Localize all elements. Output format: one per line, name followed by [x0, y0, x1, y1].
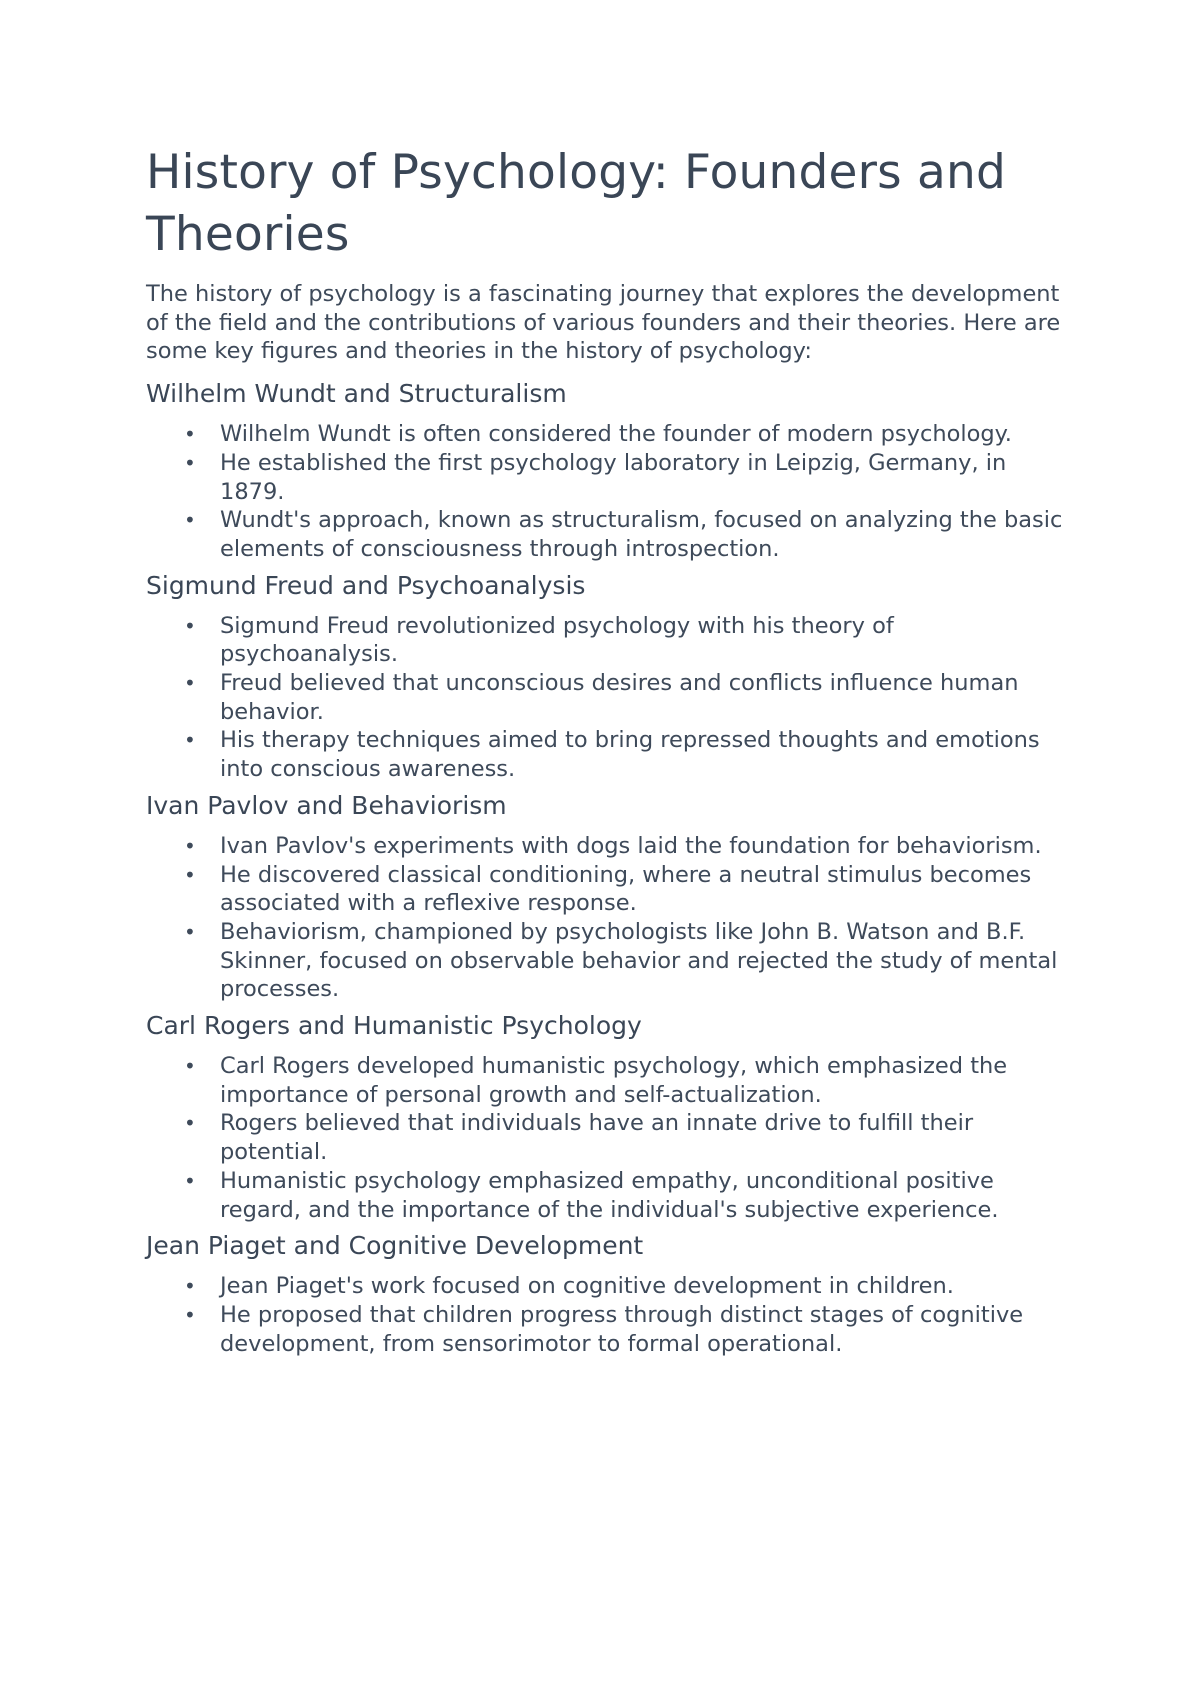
list-item	[146, 669, 1076, 726]
section-heading: Carl Rogers and Humanistic Psychology	[146, 1011, 642, 1041]
section-block	[146, 378, 1076, 564]
list-item	[146, 861, 1076, 918]
list-item-text: Humanistic psychology emphasized empathy, unconditional positive regard, and the importance of the individual's subjective experience.	[220, 1167, 999, 1223]
list-item-text: Behaviorism, championed by psychologists like John B. Watson and B.F. Skinner, focused on observable behavior and rejected the study of mental processes.	[220, 918, 1058, 1003]
list-item-text: He discovered classical conditioning, where a neutral stimulus becomes associated with a reflexive response.	[220, 861, 1032, 917]
sections-container	[146, 378, 1076, 1358]
section-block	[146, 1010, 1076, 1224]
bullet-icon: •	[184, 671, 196, 696]
list-item	[146, 612, 1076, 669]
bullet-icon: •	[184, 450, 196, 475]
list-item	[146, 918, 1076, 1004]
list-item-text: Wundt's approach, known as structuralism, focused on analyzing the basic elements of consciousness through introspection.	[220, 507, 1063, 562]
list-item	[146, 1167, 1076, 1224]
bullet-icon: •	[184, 1054, 196, 1079]
list-item-text: Wilhelm Wundt is often considered the founder of modern psychology.	[220, 421, 1012, 448]
bullet-icon: •	[184, 508, 196, 533]
bullet-icon: •	[184, 613, 196, 638]
list-item	[146, 832, 1076, 861]
list-item-text: Ivan Pavlov's experiments with dogs laid the foundation for behaviorism.	[220, 832, 1042, 859]
list-item	[146, 1109, 1076, 1166]
bullet-icon: •	[184, 1111, 196, 1136]
bullet-icon: •	[184, 919, 196, 944]
bullet-icon: •	[184, 1274, 196, 1299]
page-title: History of Psychology: Founders and Theories	[146, 145, 1007, 262]
bullet-icon: •	[184, 1168, 196, 1193]
section-block	[146, 1230, 1076, 1358]
section-heading: Ivan Pavlov and Behaviorism	[146, 790, 507, 820]
list-item-text: He proposed that children progress through distinct stages of cognitive development, from sensorimotor to formal operational.	[220, 1301, 1024, 1357]
intro-paragraph: The history of psychology is a fascinating journey that explores the development of the field and the contributions of various founders and their theories. Here are some key figures and theories in the history of psychology:	[146, 281, 1061, 365]
bullet-icon: •	[184, 1302, 196, 1327]
section-heading: Jean Piaget and Cognitive Development	[146, 1231, 644, 1261]
bullet-list	[146, 1272, 1076, 1358]
list-item	[146, 420, 1076, 449]
section-block	[146, 790, 1076, 1004]
list-item-text: Carl Rogers developed humanistic psychology, which emphasized the importance of personal growth and self-actualization.	[220, 1053, 1008, 1108]
bullet-list	[146, 420, 1076, 564]
list-item-text: Sigmund Freud revolutionized psychology with his theory of psychoanalysis.	[220, 612, 894, 668]
list-item-text: Freud believed that unconscious desires and conflicts influence human behavior.	[220, 670, 1019, 725]
list-item-text: Rogers believed that individuals have an innate drive to fulfill their potential.	[220, 1110, 974, 1166]
bullet-list	[146, 612, 1076, 784]
list-item	[146, 1301, 1076, 1358]
bullet-icon: •	[184, 833, 196, 858]
bullet-list	[146, 832, 1076, 1004]
section-heading: Wilhelm Wundt and Structuralism	[146, 379, 567, 409]
list-item-text: His therapy techniques aimed to bring repressed thoughts and emotions into conscious awareness.	[220, 727, 1040, 783]
list-item	[146, 726, 1076, 783]
list-item	[146, 449, 1076, 506]
list-item	[146, 506, 1076, 563]
document-page	[146, 142, 1076, 1364]
bullet-icon: •	[184, 728, 196, 753]
list-item-text: Jean Piaget's work focused on cognitive development in children.	[220, 1273, 954, 1300]
bullet-icon: •	[184, 862, 196, 887]
section-heading: Sigmund Freud and Psychoanalysis	[146, 570, 586, 600]
list-item	[146, 1272, 1076, 1301]
bullet-icon: •	[184, 422, 196, 447]
list-item-text: He established the first psychology laboratory in Leipzig, Germany, in 1879.	[220, 449, 1007, 505]
section-block	[146, 570, 1076, 784]
list-item	[146, 1052, 1076, 1109]
bullet-list	[146, 1052, 1076, 1224]
